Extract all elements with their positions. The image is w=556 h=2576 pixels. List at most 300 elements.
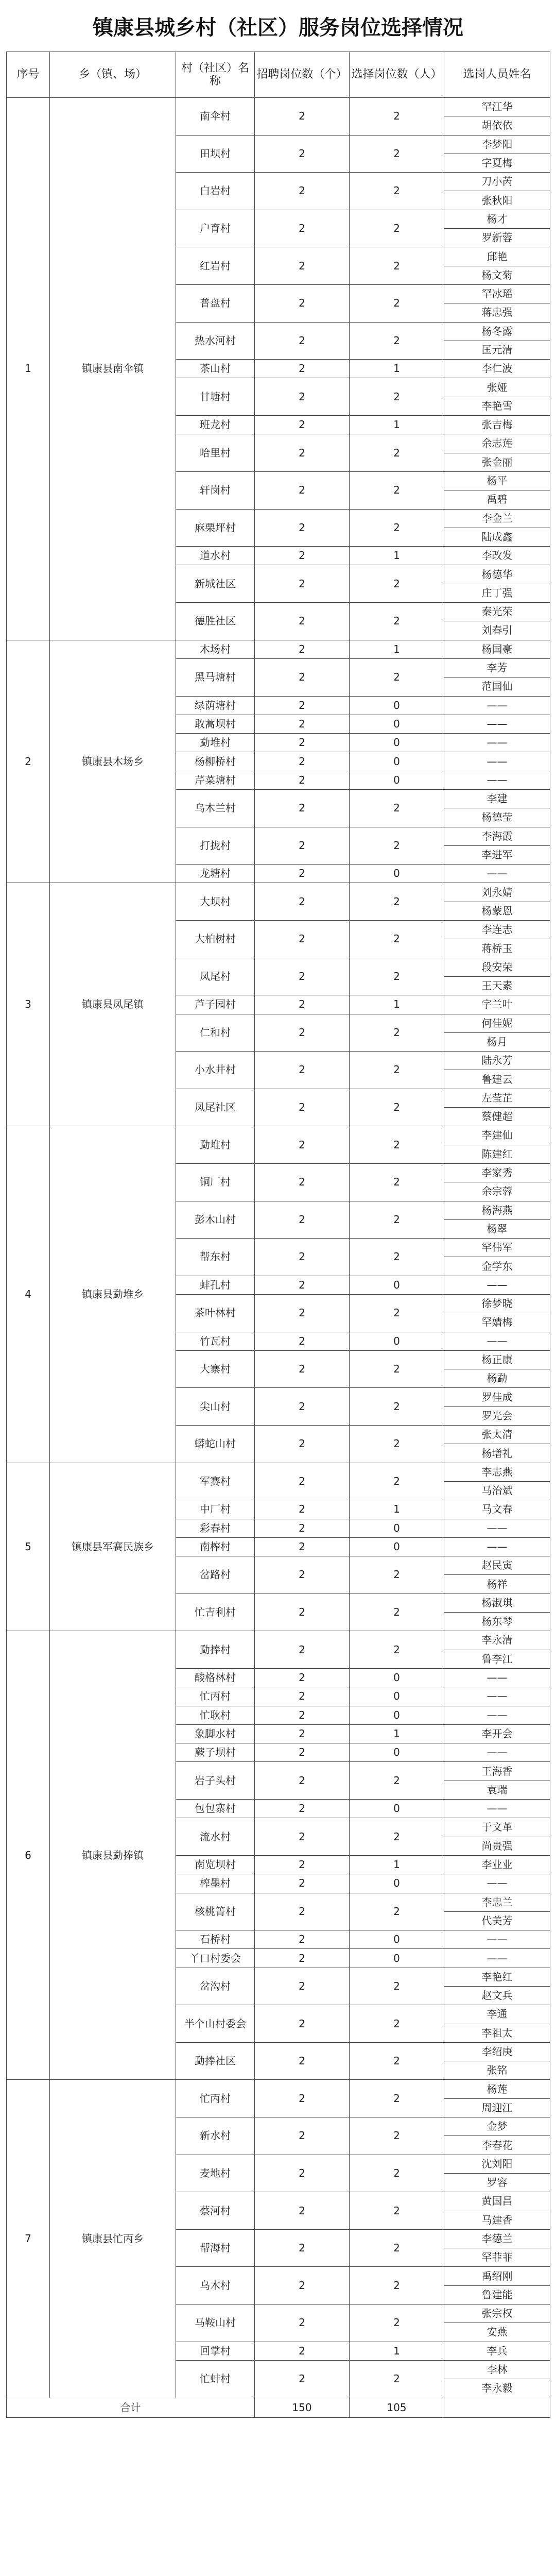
person-name: 杨勐 bbox=[444, 1369, 550, 1388]
table-row bbox=[7, 2080, 550, 2098]
person-name: 张宗权 bbox=[444, 2304, 550, 2323]
village-name: 彭木山村 bbox=[176, 1201, 255, 1239]
village-name: 芹菜塘村 bbox=[176, 771, 255, 789]
person-name: 段安荣 bbox=[444, 958, 550, 976]
chosen-count: 2 bbox=[350, 1388, 444, 1426]
village-name: 大坝村 bbox=[176, 883, 255, 921]
chosen-count: 2 bbox=[350, 284, 444, 322]
person-name: 李永毅 bbox=[444, 2379, 550, 2398]
recruit-count: 2 bbox=[255, 434, 350, 472]
recruit-count: 2 bbox=[255, 1519, 350, 1537]
recruit-count: 2 bbox=[255, 98, 350, 135]
recruit-count: 2 bbox=[255, 1126, 350, 1164]
recruit-count: 2 bbox=[255, 547, 350, 565]
village-name: 凤尾村 bbox=[176, 958, 255, 995]
person-name: 禹绍刚 bbox=[444, 2267, 550, 2285]
chosen-count: 2 bbox=[350, 1463, 444, 1500]
table-row bbox=[7, 1463, 550, 1481]
person-name: 罕菲菲 bbox=[444, 2248, 550, 2267]
village-name: 普盘村 bbox=[176, 284, 255, 322]
person-name: 李芳 bbox=[444, 658, 550, 677]
recruit-count: 2 bbox=[255, 1276, 350, 1294]
person-name: —— bbox=[444, 1800, 550, 1818]
table-row bbox=[7, 883, 550, 902]
total-chosen: 105 bbox=[350, 2398, 444, 2417]
chosen-count: 0 bbox=[350, 734, 444, 752]
person-name: 秦光荣 bbox=[444, 603, 550, 621]
header-village: 村（社区）名称 bbox=[176, 52, 255, 98]
chosen-count: 2 bbox=[350, 2080, 444, 2117]
village-name: 木场村 bbox=[176, 640, 255, 658]
recruit-count: 2 bbox=[255, 2192, 350, 2230]
village-name: 蟒蛇山村 bbox=[176, 1426, 255, 1463]
person-name: 李艳雪 bbox=[444, 397, 550, 415]
recruit-count: 2 bbox=[255, 210, 350, 247]
chosen-count: 2 bbox=[350, 1631, 444, 1669]
recruit-count: 2 bbox=[255, 1874, 350, 1893]
recruit-count: 2 bbox=[255, 1163, 350, 1201]
chosen-count: 2 bbox=[350, 2042, 444, 2080]
village-name: 热水河村 bbox=[176, 322, 255, 360]
town-name: 镇康县勐堆乡 bbox=[50, 1126, 176, 1463]
table-row bbox=[7, 1631, 550, 1650]
person-name: 李家秀 bbox=[444, 1163, 550, 1182]
village-name: 象脚水村 bbox=[176, 1724, 255, 1743]
person-name: 左莹芷 bbox=[444, 1089, 550, 1107]
header-no: 序号 bbox=[7, 52, 50, 98]
header-people: 选岗人员姓名 bbox=[444, 52, 550, 98]
person-name: 邱艳 bbox=[444, 247, 550, 266]
chosen-count: 2 bbox=[350, 565, 444, 603]
person-name: 杨海燕 bbox=[444, 1201, 550, 1219]
village-name: 大柏树村 bbox=[176, 921, 255, 958]
person-name: 李忠兰 bbox=[444, 1893, 550, 1911]
town-number: 6 bbox=[7, 1631, 50, 2080]
chosen-count: 2 bbox=[350, 322, 444, 360]
chosen-count: 2 bbox=[350, 210, 444, 247]
recruit-count: 2 bbox=[255, 715, 350, 733]
town-name: 镇康县木场乡 bbox=[50, 640, 176, 883]
recruit-count: 2 bbox=[255, 1463, 350, 1500]
recruit-count: 2 bbox=[255, 603, 350, 640]
recruit-count: 2 bbox=[255, 2229, 350, 2267]
person-name: 张娅 bbox=[444, 378, 550, 397]
recruit-count: 2 bbox=[255, 865, 350, 883]
recruit-count: 2 bbox=[255, 247, 350, 285]
total-label: 合计 bbox=[7, 2398, 255, 2417]
person-name: 李仁波 bbox=[444, 360, 550, 378]
chosen-count: 2 bbox=[350, 471, 444, 509]
chosen-count: 2 bbox=[350, 1163, 444, 1201]
person-name: 李德兰 bbox=[444, 2229, 550, 2248]
recruit-count: 2 bbox=[255, 284, 350, 322]
chosen-count: 2 bbox=[350, 1893, 444, 1930]
person-name: 鲁李江 bbox=[444, 1650, 550, 1668]
recruit-count: 2 bbox=[255, 1014, 350, 1052]
village-name: 蕨子坝村 bbox=[176, 1743, 255, 1762]
recruit-count: 2 bbox=[255, 995, 350, 1014]
person-name: —— bbox=[444, 1949, 550, 1968]
person-name: —— bbox=[444, 715, 550, 733]
village-name: 酸格林村 bbox=[176, 1668, 255, 1687]
recruit-count: 2 bbox=[255, 1350, 350, 1388]
chosen-count: 2 bbox=[350, 1239, 444, 1276]
person-name: 杨增礼 bbox=[444, 1444, 550, 1463]
chosen-count: 0 bbox=[350, 1706, 444, 1724]
recruit-count: 2 bbox=[255, 640, 350, 658]
recruit-count: 2 bbox=[255, 2342, 350, 2360]
village-name: 中厂村 bbox=[176, 1500, 255, 1519]
village-name: 帮东村 bbox=[176, 1239, 255, 1276]
village-name: 哈里村 bbox=[176, 434, 255, 472]
person-name: 蒋忠强 bbox=[444, 303, 550, 322]
person-name: 代美芳 bbox=[444, 1911, 550, 1930]
recruit-count: 2 bbox=[255, 1706, 350, 1724]
recruit-count: 2 bbox=[255, 789, 350, 827]
village-name: 岔沟村 bbox=[176, 1968, 255, 2005]
person-name: 李永清 bbox=[444, 1631, 550, 1650]
village-name: 忙蚌村 bbox=[176, 2360, 255, 2398]
person-name: 匡元清 bbox=[444, 341, 550, 359]
person-name: 杨德莹 bbox=[444, 808, 550, 827]
person-name: 罕伟军 bbox=[444, 1239, 550, 1257]
person-name: 杨月 bbox=[444, 1032, 550, 1051]
chosen-count: 2 bbox=[350, 1556, 444, 1594]
person-name: 罗容 bbox=[444, 2173, 550, 2192]
recruit-count: 2 bbox=[255, 2155, 350, 2192]
recruit-count: 2 bbox=[255, 1893, 350, 1930]
chosen-count: 2 bbox=[350, 2360, 444, 2398]
chosen-count: 2 bbox=[350, 1818, 444, 1856]
chosen-count: 0 bbox=[350, 1332, 444, 1350]
person-name: 张秋阳 bbox=[444, 191, 550, 210]
recruit-count: 2 bbox=[255, 2005, 350, 2043]
person-name: 李春花 bbox=[444, 2136, 550, 2155]
chosen-count: 0 bbox=[350, 1537, 444, 1556]
village-name: 茶山村 bbox=[176, 360, 255, 378]
village-name: 尖山村 bbox=[176, 1388, 255, 1426]
person-name: 陈建红 bbox=[444, 1145, 550, 1163]
village-name: 白岩村 bbox=[176, 173, 255, 210]
recruit-count: 2 bbox=[255, 2117, 350, 2155]
person-name: 徐梦晓 bbox=[444, 1295, 550, 1313]
person-name: 杨东琴 bbox=[444, 1613, 550, 1631]
person-name: 周迎江 bbox=[444, 2098, 550, 2117]
chosen-count: 0 bbox=[350, 1276, 444, 1294]
person-name: 杨蒙恩 bbox=[444, 902, 550, 920]
person-name: 刘春引 bbox=[444, 621, 550, 640]
recruit-count: 2 bbox=[255, 1556, 350, 1594]
village-name: 石桥村 bbox=[176, 1930, 255, 1949]
village-name: 军赛村 bbox=[176, 1463, 255, 1500]
recruit-count: 2 bbox=[255, 416, 350, 434]
person-name: 马建香 bbox=[444, 2211, 550, 2229]
person-name: 罗佳成 bbox=[444, 1388, 550, 1406]
person-name: 李艳红 bbox=[444, 1968, 550, 1986]
village-name: 榨墨村 bbox=[176, 1874, 255, 1893]
recruit-count: 2 bbox=[255, 1295, 350, 1332]
village-name: 铜厂村 bbox=[176, 1163, 255, 1201]
chosen-count: 1 bbox=[350, 360, 444, 378]
chosen-count: 2 bbox=[350, 1201, 444, 1239]
chosen-count: 2 bbox=[350, 883, 444, 921]
village-name: 勐捧村 bbox=[176, 1631, 255, 1669]
chosen-count: 0 bbox=[350, 1519, 444, 1537]
recruit-count: 2 bbox=[255, 1239, 350, 1276]
chosen-count: 2 bbox=[350, 1089, 444, 1126]
person-name: 李梦阳 bbox=[444, 135, 550, 154]
person-name: 杨正康 bbox=[444, 1350, 550, 1369]
recruit-count: 2 bbox=[255, 1052, 350, 1089]
recruit-count: 2 bbox=[255, 958, 350, 995]
person-name: 王海香 bbox=[444, 1762, 550, 1781]
header-row bbox=[7, 52, 550, 98]
village-name: 马鞍山村 bbox=[176, 2304, 255, 2342]
village-name: 绿荫塘村 bbox=[176, 696, 255, 715]
person-name: 赵民寅 bbox=[444, 1556, 550, 1575]
chosen-count: 2 bbox=[350, 2304, 444, 2342]
person-name: 何佳妮 bbox=[444, 1014, 550, 1032]
header-chosen: 选择岗位数（人） bbox=[350, 52, 444, 98]
person-name: 刀小芮 bbox=[444, 173, 550, 191]
recruit-count: 2 bbox=[255, 173, 350, 210]
village-name: 勐堆村 bbox=[176, 734, 255, 752]
person-name: —— bbox=[444, 696, 550, 715]
village-name: 岩子头村 bbox=[176, 1762, 255, 1800]
village-name: 忙吉利村 bbox=[176, 1594, 255, 1631]
chosen-count: 2 bbox=[350, 1052, 444, 1089]
chosen-count: 2 bbox=[350, 658, 444, 696]
recruit-count: 2 bbox=[255, 771, 350, 789]
person-name: 陆永芳 bbox=[444, 1052, 550, 1070]
village-name: 杨柳桥村 bbox=[176, 752, 255, 771]
recruit-count: 2 bbox=[255, 1855, 350, 1874]
chosen-count: 2 bbox=[350, 2192, 444, 2230]
village-name: 黑马塘村 bbox=[176, 658, 255, 696]
person-name: 罗光会 bbox=[444, 1406, 550, 1425]
village-name: 道水村 bbox=[176, 547, 255, 565]
person-name: 庄丁强 bbox=[444, 584, 550, 602]
person-name: 余宗蓉 bbox=[444, 1182, 550, 1201]
village-name: 户育村 bbox=[176, 210, 255, 247]
person-name: 李业业 bbox=[444, 1855, 550, 1874]
person-name: 李通 bbox=[444, 2005, 550, 2024]
page-title: 镇康县城乡村（社区）服务岗位选择情况 bbox=[93, 15, 463, 40]
person-name: 金学东 bbox=[444, 1257, 550, 1276]
person-name: 余志莲 bbox=[444, 434, 550, 453]
chosen-count: 2 bbox=[350, 2117, 444, 2155]
town-name: 镇康县凤尾镇 bbox=[50, 883, 176, 1126]
recruit-count: 2 bbox=[255, 471, 350, 509]
chosen-count: 2 bbox=[350, 247, 444, 285]
recruit-count: 2 bbox=[255, 509, 350, 547]
person-name: 杨冬露 bbox=[444, 322, 550, 341]
person-name: 于文革 bbox=[444, 1818, 550, 1837]
recruit-count: 2 bbox=[255, 1968, 350, 2005]
person-name: 袁瑞 bbox=[444, 1781, 550, 1799]
recruit-count: 2 bbox=[255, 2267, 350, 2304]
chosen-count: 1 bbox=[350, 547, 444, 565]
village-name: 打拢村 bbox=[176, 827, 255, 865]
person-name: 罕婧梅 bbox=[444, 1313, 550, 1332]
person-name: 王天素 bbox=[444, 976, 550, 995]
village-name: 红岩村 bbox=[176, 247, 255, 285]
village-name: 丫口村委会 bbox=[176, 1949, 255, 1968]
person-name: 张铭 bbox=[444, 2061, 550, 2080]
chosen-count: 0 bbox=[350, 752, 444, 771]
chosen-count: 1 bbox=[350, 416, 444, 434]
recruit-count: 2 bbox=[255, 921, 350, 958]
town-number: 7 bbox=[7, 2080, 50, 2398]
person-name: 金梦 bbox=[444, 2117, 550, 2136]
person-name: —— bbox=[444, 1537, 550, 1556]
town-name: 镇康县勐捧镇 bbox=[50, 1631, 176, 2080]
chosen-count: 0 bbox=[350, 1800, 444, 1818]
recruit-count: 2 bbox=[255, 2080, 350, 2117]
header-town: 乡（镇、场） bbox=[50, 52, 176, 98]
recruit-count: 2 bbox=[255, 1762, 350, 1800]
village-name: 流水村 bbox=[176, 1818, 255, 1856]
recruit-count: 2 bbox=[255, 1388, 350, 1426]
recruit-count: 2 bbox=[255, 883, 350, 921]
person-name: 李建仙 bbox=[444, 1126, 550, 1145]
village-name: 忙耿村 bbox=[176, 1706, 255, 1724]
recruit-count: 2 bbox=[255, 1201, 350, 1239]
village-name: 仁和村 bbox=[176, 1014, 255, 1052]
chosen-count: 2 bbox=[350, 509, 444, 547]
chosen-count: 1 bbox=[350, 1724, 444, 1743]
village-name: 田坝村 bbox=[176, 135, 255, 173]
person-name: 刘永婧 bbox=[444, 883, 550, 902]
person-name: 杨文菊 bbox=[444, 266, 550, 284]
village-name: 麦地村 bbox=[176, 2155, 255, 2192]
chosen-count: 2 bbox=[350, 827, 444, 865]
person-name: —— bbox=[444, 1874, 550, 1893]
recruit-count: 2 bbox=[255, 2042, 350, 2080]
recruit-count: 2 bbox=[255, 1930, 350, 1949]
town-number: 5 bbox=[7, 1463, 50, 1631]
person-name: 杨淑琪 bbox=[444, 1594, 550, 1612]
chosen-count: 2 bbox=[350, 789, 444, 827]
recruit-count: 2 bbox=[255, 1949, 350, 1968]
person-name: 李绍庚 bbox=[444, 2042, 550, 2061]
village-name: 勐捧社区 bbox=[176, 2042, 255, 2080]
person-name: 李建 bbox=[444, 789, 550, 808]
recruit-count: 2 bbox=[255, 1594, 350, 1631]
village-name: 忙丙村 bbox=[176, 2080, 255, 2117]
person-name: —— bbox=[444, 1276, 550, 1294]
chosen-count: 2 bbox=[350, 1968, 444, 2005]
chosen-count: 2 bbox=[350, 1426, 444, 1463]
person-name: 张吉梅 bbox=[444, 416, 550, 434]
person-name: 马治斌 bbox=[444, 1481, 550, 1500]
village-name: 德胜社区 bbox=[176, 603, 255, 640]
chosen-count: 2 bbox=[350, 958, 444, 995]
chosen-count: 0 bbox=[350, 715, 444, 733]
recruit-count: 2 bbox=[255, 752, 350, 771]
recruit-count: 2 bbox=[255, 1743, 350, 1762]
town-number: 3 bbox=[7, 883, 50, 1126]
recruit-count: 2 bbox=[255, 322, 350, 360]
chosen-count: 2 bbox=[350, 2229, 444, 2267]
chosen-count: 2 bbox=[350, 378, 444, 416]
person-name: 字夏梅 bbox=[444, 154, 550, 172]
person-name: 陆成鑫 bbox=[444, 528, 550, 546]
person-name: 李改发 bbox=[444, 547, 550, 565]
chosen-count: 2 bbox=[350, 1295, 444, 1332]
village-name: 大寨村 bbox=[176, 1350, 255, 1388]
recruit-count: 2 bbox=[255, 1631, 350, 1669]
chosen-count: 2 bbox=[350, 98, 444, 135]
person-name: 张太清 bbox=[444, 1426, 550, 1444]
recruit-count: 2 bbox=[255, 734, 350, 752]
person-name: —— bbox=[444, 752, 550, 771]
village-name: 凤尾社区 bbox=[176, 1089, 255, 1126]
town-number: 1 bbox=[7, 98, 50, 640]
person-name: 杨德华 bbox=[444, 565, 550, 584]
table-row bbox=[7, 640, 550, 658]
village-name: 岔路村 bbox=[176, 1556, 255, 1594]
person-name: 李金兰 bbox=[444, 509, 550, 528]
person-name: 李志燕 bbox=[444, 1463, 550, 1481]
total-people bbox=[444, 2398, 550, 2417]
total-row bbox=[7, 2398, 550, 2417]
person-name: 尚贵强 bbox=[444, 1837, 550, 1855]
person-name: —— bbox=[444, 1706, 550, 1724]
person-name: 李祖太 bbox=[444, 2024, 550, 2042]
village-name: 半个山村委会 bbox=[176, 2005, 255, 2043]
chosen-count: 2 bbox=[350, 921, 444, 958]
recruit-count: 2 bbox=[255, 1500, 350, 1519]
village-name: 蔡河村 bbox=[176, 2192, 255, 2230]
person-name: 李林 bbox=[444, 2360, 550, 2379]
person-name: 李进军 bbox=[444, 845, 550, 864]
person-name: 鲁建能 bbox=[444, 2285, 550, 2304]
town-name: 镇康县军赛民族乡 bbox=[50, 1463, 176, 1631]
village-name: 忙丙村 bbox=[176, 1687, 255, 1706]
person-name: 马文春 bbox=[444, 1500, 550, 1519]
person-name: 蒋桥玉 bbox=[444, 939, 550, 958]
village-name: 轩岗村 bbox=[176, 471, 255, 509]
chosen-count: 2 bbox=[350, 1126, 444, 1164]
village-name: 彩春村 bbox=[176, 1519, 255, 1537]
recruit-count: 2 bbox=[255, 1537, 350, 1556]
person-name: —— bbox=[444, 1930, 550, 1949]
person-name: 杨祥 bbox=[444, 1575, 550, 1594]
chosen-count: 0 bbox=[350, 1687, 444, 1706]
chosen-count: 0 bbox=[350, 1743, 444, 1762]
village-name: 小水井村 bbox=[176, 1052, 255, 1089]
village-name: 回掌村 bbox=[176, 2342, 255, 2360]
recruit-count: 2 bbox=[255, 1800, 350, 1818]
person-name: —— bbox=[444, 865, 550, 883]
village-name: 竹瓦村 bbox=[176, 1332, 255, 1350]
chosen-count: 2 bbox=[350, 434, 444, 472]
person-name: 赵文兵 bbox=[444, 1986, 550, 2005]
town-number: 2 bbox=[7, 640, 50, 883]
recruit-count: 2 bbox=[255, 696, 350, 715]
chosen-count: 2 bbox=[350, 173, 444, 210]
chosen-count: 2 bbox=[350, 1350, 444, 1388]
person-name: 鲁建云 bbox=[444, 1070, 550, 1089]
person-name: —— bbox=[444, 771, 550, 789]
recruit-count: 2 bbox=[255, 1724, 350, 1743]
village-name: 勐堆村 bbox=[176, 1126, 255, 1164]
chosen-count: 0 bbox=[350, 1874, 444, 1893]
chosen-count: 2 bbox=[350, 1594, 444, 1631]
recruit-count: 2 bbox=[255, 1426, 350, 1463]
person-name: 蔡健超 bbox=[444, 1108, 550, 1126]
